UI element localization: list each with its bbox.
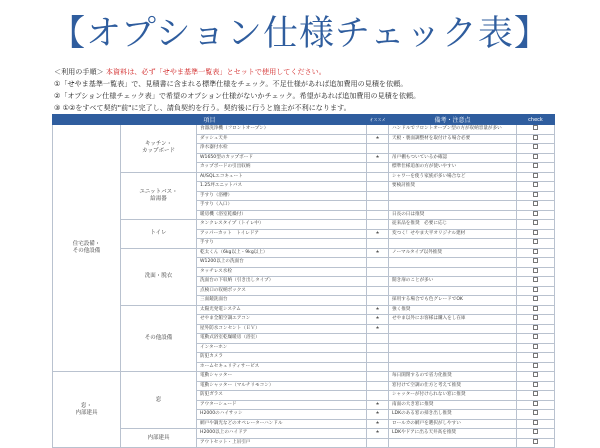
item-cell: 電動シャッター [197,372,367,382]
sub-category: 内部建具 [121,429,197,448]
check-cell [517,134,555,144]
remark-cell: シャッターが付けられない窓に推奨 [389,391,517,401]
item-cell: せやま全館空調エアコン [197,315,367,325]
remark-cell: 要検討推奨 [389,182,517,192]
check-cell [517,410,555,420]
item-cell: カップボードの引出収納 [197,163,367,173]
recommend-cell [367,125,389,135]
checkbox[interactable] [533,125,538,130]
remark-cell: 強く推奨 [389,305,517,315]
recommend-cell [367,267,389,277]
checkbox[interactable] [533,401,538,406]
check-cell [517,438,555,448]
item-cell: W1650型のカップボード [197,153,367,163]
sub-category: 洗面・脱衣 [121,248,197,305]
remark-cell: 窓付けて空調の仕方と考えて推奨 [389,381,517,391]
check-cell [517,362,555,372]
check-cell [517,315,555,325]
item-cell: 三面鏡洗面台 [197,296,367,306]
checkbox[interactable] [533,201,538,206]
check-cell [517,201,555,211]
header-remarks: 備考・注意点 [389,115,517,125]
checkbox[interactable] [533,287,538,292]
checkbox[interactable] [533,211,538,216]
remark-cell [389,201,517,211]
item-cell: タッチレス水栓 [197,267,367,277]
recommend-cell [367,163,389,173]
check-cell [517,381,555,391]
checkbox[interactable] [533,144,538,149]
item-cell: 1.25坪ユニットバス [197,182,367,192]
remark-cell: 開き扉のことが多い [389,277,517,287]
checkbox[interactable] [533,258,538,263]
remark-cell [389,258,517,268]
item-cell: 電動式浴室乾燥暖房（浴室） [197,334,367,344]
recommend-cell [367,277,389,287]
remark-cell: せやま以外にお客様は購入をし在庫 [389,315,517,325]
checkbox[interactable] [533,410,538,415]
table-row [53,248,555,258]
item-cell: 太陽光発電システム [197,305,367,315]
table-row [53,305,555,315]
sub-category: トイレ [121,220,197,249]
check-cell [517,419,555,429]
checkbox[interactable] [533,439,538,444]
remark-cell [389,438,517,448]
item-cell: 手すり [197,239,367,249]
major-category: 窓・ 内部建具 [53,372,121,448]
check-cell [517,248,555,258]
remark-cell: 毎日開閉するので省力化推奨 [389,372,517,382]
checkbox[interactable] [533,135,538,140]
checkbox[interactable] [533,173,538,178]
check-cell [517,153,555,163]
checkbox[interactable] [533,239,538,244]
page-title: 【オプション仕様チェック表】 [50,14,550,54]
recommend-cell: ★ [367,419,389,429]
check-cell [517,172,555,182]
recommend-cell: ★ [367,324,389,334]
remark-cell: LDKやドアに出る天井高を推奨 [389,429,517,439]
recommend-cell [367,381,389,391]
check-cell [517,267,555,277]
recommend-cell: ★ [367,248,389,258]
check-cell [517,400,555,410]
remark-cell: 標準仕様追加の方が使いやすい [389,163,517,173]
item-cell: H2000以上のハイドア [197,429,367,439]
remark-cell [389,343,517,353]
remark-cell: ハンドルでフロントオープン型の方が収納容量が多い [389,125,517,135]
checkbox[interactable] [533,429,538,434]
recommend-cell [367,239,389,249]
recommend-cell [367,172,389,182]
recommend-cell [367,210,389,220]
notes-step-3: ③ ①②をすべて契約"前"に完了し、請負契約を行う。契約後に行うと施主が不利になります。 [54,103,351,112]
sub-category: ユニットバス・ 給湯器 [121,172,197,220]
notes-notice: 本資料は、必ず「せやま基準一覧表」とセットで使用してください。 [105,67,326,76]
checkbox[interactable] [533,163,538,168]
item-cell: H2000のハイサッシ [197,410,367,420]
checkbox[interactable] [533,334,538,339]
sub-category: キッチン・ カップボード [121,125,197,173]
remark-cell [389,267,517,277]
item-cell: 点検口の収納ボックス [197,286,367,296]
check-cell [517,334,555,344]
check-cell [517,286,555,296]
remark-cell [389,239,517,249]
recommend-cell: ★ [367,305,389,315]
item-cell: 防犯カメラ [197,353,367,363]
recommend-cell: ★ [367,153,389,163]
checkbox[interactable] [533,372,538,377]
item-cell: 浄水器付水栓 [197,144,367,154]
item-cell: ホームセキュリティサービス [197,362,367,372]
remark-cell: 日長の日は推奨 [389,210,517,220]
checkbox[interactable] [533,230,538,235]
remark-cell: 南面の大き窓に推奨 [389,400,517,410]
remark-cell [389,353,517,363]
table-row [53,429,555,439]
recommend-cell [367,391,389,401]
recommend-cell [367,343,389,353]
sub-category: 窓 [121,372,197,429]
table-body [53,125,555,448]
major-category: 住宅設備・ その他設備 [53,125,121,372]
checkbox[interactable] [533,391,538,396]
remark-cell: 採用する場合でも色グレードでOK [389,296,517,306]
recommend-cell: ★ [367,410,389,420]
checkbox[interactable] [533,353,538,358]
item-cell: ダッシュ天井 [197,134,367,144]
remark-cell [389,334,517,344]
recommend-cell [367,220,389,230]
item-cell: 手すり（浴槽） [197,191,367,201]
check-cell [517,429,555,439]
recommend-cell [367,182,389,192]
item-cell: 食器洗浄機（フロントオープン） [197,125,367,135]
check-cell [517,191,555,201]
checkbox[interactable] [533,277,538,282]
item-cell: 乾太くん（6kg以上・9kg以上） [197,248,367,258]
checkbox[interactable] [533,382,538,387]
item-cell: アウターシェード [197,400,367,410]
item-cell: AI/SQLエコキュート [197,172,367,182]
check-cell [517,229,555,239]
recommend-cell: ★ [367,400,389,410]
checkbox[interactable] [533,182,538,187]
remark-cell: 変つく！せやま大平オリジナル建材 [389,229,517,239]
checkbox[interactable] [533,192,538,197]
recommend-cell: ★ [367,429,389,439]
check-cell [517,343,555,353]
checkbox[interactable] [533,363,538,368]
remark-cell: ロールカの網戸を選択がしやすい [389,419,517,429]
checkbox[interactable] [533,249,538,254]
check-cell [517,277,555,287]
remark-cell: 従来品を推奨 必要に応じ [389,220,517,230]
table-row [53,172,555,182]
check-cell [517,144,555,154]
recommend-cell [367,258,389,268]
item-cell: W1200以上の洗面台 [197,258,367,268]
header-check: check [517,115,555,125]
checkbox[interactable] [533,325,538,330]
item-cell: アウトセット・上吊引戸 [197,438,367,448]
remark-cell [389,324,517,334]
item-cell: 手すり（入口） [197,201,367,211]
recommend-cell [367,144,389,154]
checkbox[interactable] [533,154,538,159]
recommend-cell: ★ [367,315,389,325]
item-cell: 網戸や調光などのオペレーターハンドル [197,419,367,429]
recommend-cell [367,191,389,201]
recommend-cell [367,334,389,344]
checkbox[interactable] [533,344,538,349]
item-cell: 電動シャッター（マルチリモコン） [197,381,367,391]
usage-notes [54,66,574,114]
check-cell [517,239,555,249]
checkbox[interactable] [533,420,538,425]
checkbox[interactable] [533,220,538,225]
remark-cell [389,362,517,372]
item-cell: タンクレスタイプ（トイレ中） [197,220,367,230]
checkbox[interactable] [533,315,538,320]
recommend-cell [367,362,389,372]
recommend-cell [367,296,389,306]
remark-cell: 天板・裏面調整材を取付ける場合必要 [389,134,517,144]
table-header-row [53,115,555,125]
notes-step-2: ②「オプション仕様チェック表」で希望のオプション仕様がないかチェック。希望があれば追加費用の見積を依頼。 [54,91,421,100]
header-recommend: オススメ [367,115,389,125]
check-cell [517,220,555,230]
checkbox[interactable] [533,296,538,301]
option-check-table-wrapper [52,114,554,445]
notes-heading: ＜利用の手順＞ [54,67,104,76]
item-cell: 防犯ガラス [197,391,367,401]
table-row [53,220,555,230]
check-cell [517,125,555,135]
remark-cell [389,286,517,296]
recommend-cell [367,372,389,382]
remark-cell: 吊戸棚もついているか確認 [389,153,517,163]
notes-step-1: ①「せやま基準一覧表」で、見積書に含まれる標準仕様をチェック。不足仕様があれば追加費用の見積を依頼。 [54,79,408,88]
check-cell [517,296,555,306]
remark-cell [389,191,517,201]
item-cell: 暖房機（浴室乾燥付） [197,210,367,220]
recommend-cell [367,438,389,448]
check-cell [517,372,555,382]
check-cell [517,305,555,315]
check-cell [517,391,555,401]
recommend-cell: ★ [367,134,389,144]
header-item: 項目 [53,115,367,125]
item-cell: 屋外防水コンセント（ＥＶ） [197,324,367,334]
recommend-cell [367,353,389,363]
check-cell [517,210,555,220]
table-row [53,125,555,135]
recommend-cell [367,286,389,296]
check-cell [517,258,555,268]
remark-cell [389,144,517,154]
check-cell [517,182,555,192]
table-row [53,372,555,382]
recommend-cell [367,201,389,211]
item-cell: インターホン [197,343,367,353]
remark-cell: LDKのある窓の掃き出し推奨 [389,410,517,420]
sub-category: その他設備 [121,305,197,372]
checkbox[interactable] [533,268,538,273]
option-check-table [52,114,555,448]
recommend-cell: ★ [367,229,389,239]
check-cell [517,353,555,363]
check-cell [517,324,555,334]
check-cell [517,163,555,173]
remark-cell: シャワーを使う家族が多い場合など [389,172,517,182]
checkbox[interactable] [533,306,538,311]
remark-cell: ノーマルタイプ以外推奨 [389,248,517,258]
item-cell: 洗面台の下収納（引き出しタイプ） [197,277,367,287]
item-cell: アッパーカット トイレドア [197,229,367,239]
